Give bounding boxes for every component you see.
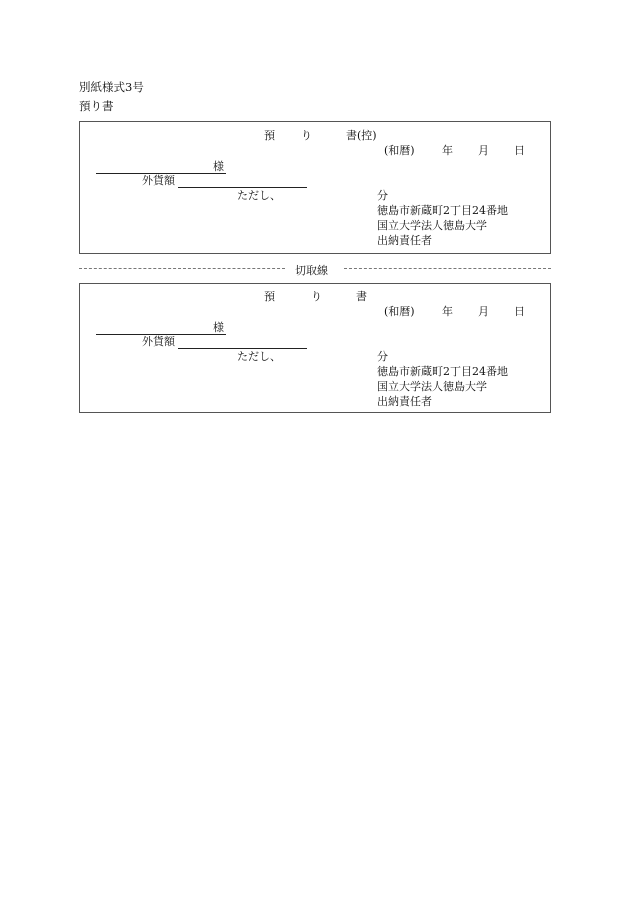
copy-title-char-3: 書(控) (346, 129, 377, 142)
copy-officer: 出納責任者 (377, 234, 432, 247)
copy-era-label: (和暦) (384, 144, 415, 157)
receipt-era-label: (和暦) (384, 305, 415, 318)
copy-receipt-box (79, 121, 551, 254)
receipt-organization: 国立大学法人徳島大学 (377, 380, 487, 393)
copy-title-char-2: り (301, 129, 312, 142)
receipt-amount-line (178, 348, 307, 349)
copy-title-char-1: 預 (264, 129, 275, 142)
copy-honorific: 様 (213, 160, 224, 173)
receipt-day-label: 日 (514, 305, 525, 318)
copy-address: 徳島市新蔵町2丁目24番地 (377, 204, 508, 217)
copy-organization: 国立大学法人徳島大学 (377, 219, 487, 232)
copy-year-label: 年 (442, 144, 453, 157)
copy-note-suffix: 分 (377, 189, 388, 202)
receipt-year-label: 年 (442, 305, 453, 318)
copy-note-label: ただし、 (237, 189, 281, 202)
receipt-address: 徳島市新蔵町2丁目24番地 (377, 365, 508, 378)
cut-line-label: 切取線 (295, 264, 328, 277)
copy-amount-label: 外貨額 (142, 174, 175, 187)
copy-month-label: 月 (478, 144, 489, 157)
receipt-honorific: 様 (213, 321, 224, 334)
receipt-title-char-1: 預 (264, 290, 275, 303)
form-title: 預り書 (79, 99, 114, 113)
form-number: 別紙様式3号 (79, 80, 144, 94)
receipt-note-suffix: 分 (377, 350, 388, 363)
receipt-title-char-3: 書 (356, 290, 367, 303)
receipt-officer: 出納責任者 (377, 395, 432, 408)
cut-line-right (344, 268, 551, 269)
copy-day-label: 日 (514, 144, 525, 157)
receipt-amount-label: 外貨額 (142, 335, 175, 348)
copy-amount-line (178, 187, 307, 188)
cut-line-left (79, 268, 285, 269)
receipt-title-char-2: り (311, 290, 322, 303)
receipt-note-label: ただし、 (237, 350, 281, 363)
receipt-month-label: 月 (478, 305, 489, 318)
receipt-box (79, 283, 551, 413)
